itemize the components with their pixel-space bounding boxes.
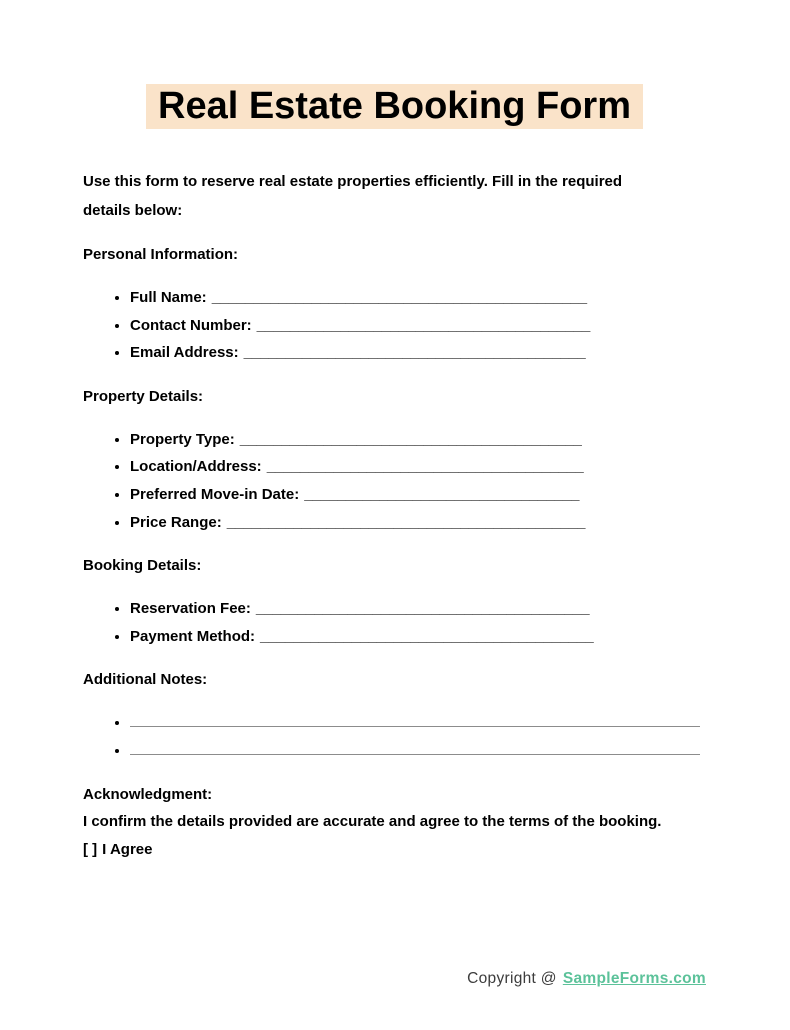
contact-number-blank-line[interactable]: ________________________________________: [256, 316, 591, 334]
section-heading-personal-information: Personal Information:: [83, 246, 239, 263]
payment-method-label: Payment Method:: [130, 627, 256, 645]
field-preferred-move-in-date: [130, 481, 706, 509]
full-name-label: Full Name:: [130, 289, 207, 306]
field-full-name: [130, 284, 706, 312]
page-title: Real Estate Booking Form: [146, 84, 643, 129]
intro-text: Use this form to reserve real estate properties efficiently. Fill in the required details below:: [83, 173, 623, 219]
title-row: [83, 84, 706, 129]
field-property-type: [130, 426, 706, 454]
field-location-address: [130, 453, 706, 481]
price-range-label: Price Range:: [130, 513, 222, 531]
note-blank-line-2[interactable]: [130, 737, 700, 755]
additional-notes-list: [83, 709, 706, 764]
note-blank-line-1[interactable]: [130, 709, 700, 727]
price-range-blank-line[interactable]: ___________________________________________: [226, 513, 586, 531]
payment-method-blank-line[interactable]: ________________________________________: [260, 627, 594, 645]
field-email-address: [130, 339, 706, 367]
section-heading-booking-details: Booking Details:: [83, 557, 202, 575]
reservation-fee-blank-line[interactable]: ________________________________________: [255, 600, 590, 618]
acknowledgment-statement: I confirm the details provided are accurate and agree to the terms of the booking.: [83, 813, 662, 831]
contact-number-label: Contact Number:: [130, 316, 252, 334]
agree-checkbox[interactable]: [ ]: [83, 840, 98, 858]
property-type-label: Property Type:: [130, 430, 235, 448]
acknowledgment-block: [83, 781, 706, 864]
email-address-blank-line[interactable]: _________________________________________: [243, 344, 586, 362]
footer: [467, 970, 706, 988]
note-line-item: [130, 737, 706, 765]
section-heading-property-details: Property Details:: [83, 387, 204, 405]
agree-label: I Agree: [102, 840, 153, 858]
full-name-blank-line[interactable]: _____________________________________________: [211, 289, 588, 306]
reservation-fee-label: Reservation Fee:: [130, 600, 251, 618]
sampleforms-link[interactable]: SampleForms.com: [562, 970, 706, 987]
location-address-blank-line[interactable]: ______________________________________: [266, 458, 584, 476]
property-type-blank-line[interactable]: _________________________________________: [239, 430, 582, 448]
personal-information-field-list: [83, 284, 706, 367]
field-payment-method: [130, 623, 706, 651]
preferred-move-in-date-blank-line[interactable]: _________________________________: [304, 485, 580, 503]
email-address-label: Email Address:: [130, 344, 239, 362]
field-contact-number: [130, 312, 706, 340]
location-address-label: Location/Address:: [130, 458, 262, 476]
preferred-move-in-date-label: Preferred Move-in Date:: [130, 485, 300, 503]
booking-details-field-list: [83, 595, 706, 650]
property-details-field-list: [83, 426, 706, 536]
note-line-item: [130, 709, 706, 737]
agree-line: [83, 836, 706, 864]
field-reservation-fee: [130, 595, 706, 623]
section-heading-additional-notes: Additional Notes:: [83, 671, 208, 689]
acknowledgment-heading: Acknowledgment:: [83, 785, 213, 803]
copyright-text: Copyright @: [467, 970, 557, 987]
field-price-range: [130, 509, 706, 537]
